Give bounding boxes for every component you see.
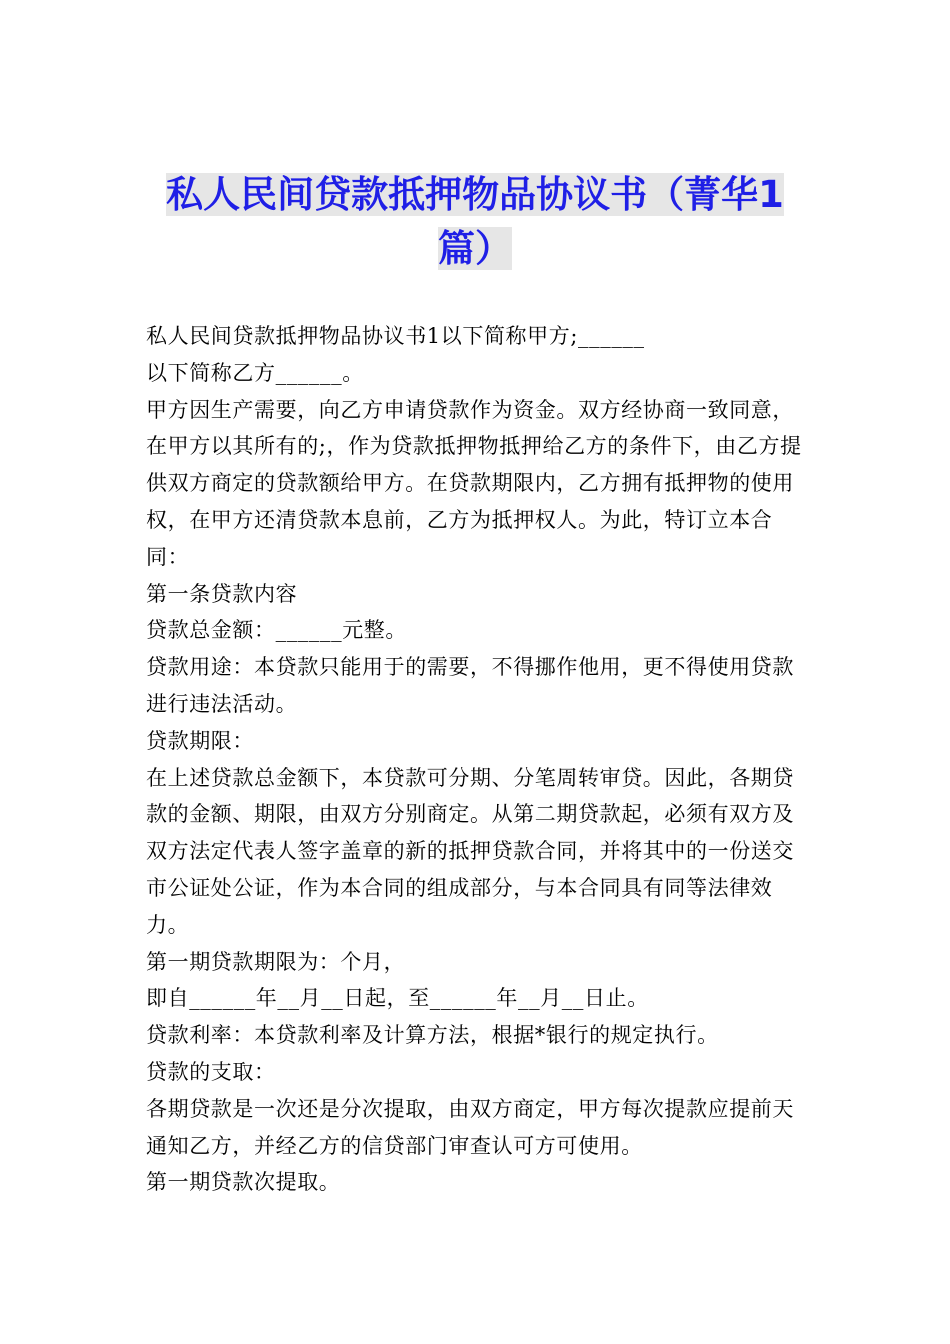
paragraph: 贷款总金额：______元整。	[146, 618, 407, 643]
paragraph: 甲方因生产需要，向乙方申请贷款作为资金。双方经协商一致同意，在甲方以其所有的;，作为贷款抵押物抵押给乙方的条件下，由乙方提供双方商定的贷款额给甲方。在贷款期限内，乙方拥有抵押物的使用权，在甲方还清贷款本息前，乙方为抵押权人。为此，特订立本合同：	[146, 397, 802, 569]
paragraph: 即自______年__月__日起，至______年__月__日止。	[146, 986, 649, 1011]
paragraph: 各期贷款是一次还是分次提取，由双方商定，甲方每次提款应提前天通知乙方，并经乙方的信贷部门审查认可方可使用。	[146, 1096, 794, 1158]
paragraph: 私人民间贷款抵押物品协议书1以下简称甲方;______	[146, 324, 645, 348]
document-title	[140, 168, 810, 276]
document-title-text: 私人民间贷款抵押物品协议书（菁华1篇）	[166, 173, 784, 270]
paragraph: 以下简称乙方______。	[146, 360, 364, 385]
paragraph: 贷款的支取：	[146, 1059, 276, 1084]
paragraph: 贷款用途：本贷款只能用于的需要，不得挪作他用，更不得使用贷款进行违法活动。	[146, 655, 794, 716]
paragraph: 贷款利率：本贷款利率及计算方法，根据*银行的规定执行。	[146, 1023, 719, 1048]
paragraph: 第一条贷款内容	[146, 581, 298, 606]
paragraph: 第一期贷款次提取。	[146, 1170, 341, 1195]
paragraph: 第一期贷款期限为：个月，	[146, 949, 406, 974]
paragraph: 贷款期限：	[146, 728, 254, 753]
document-body	[146, 318, 812, 1201]
paragraph: 在上述贷款总金额下，本贷款可分期、分笔周转审贷。因此，各期贷款的金额、期限，由双方分别商定。从第二期贷款起，必须有双方及双方法定代表人签字盖章的新的抵押贷款合同，并将其中的一份送交市公证处公证，作为本合同的组成部分，与本合同具有同等法律效力。	[146, 765, 794, 937]
